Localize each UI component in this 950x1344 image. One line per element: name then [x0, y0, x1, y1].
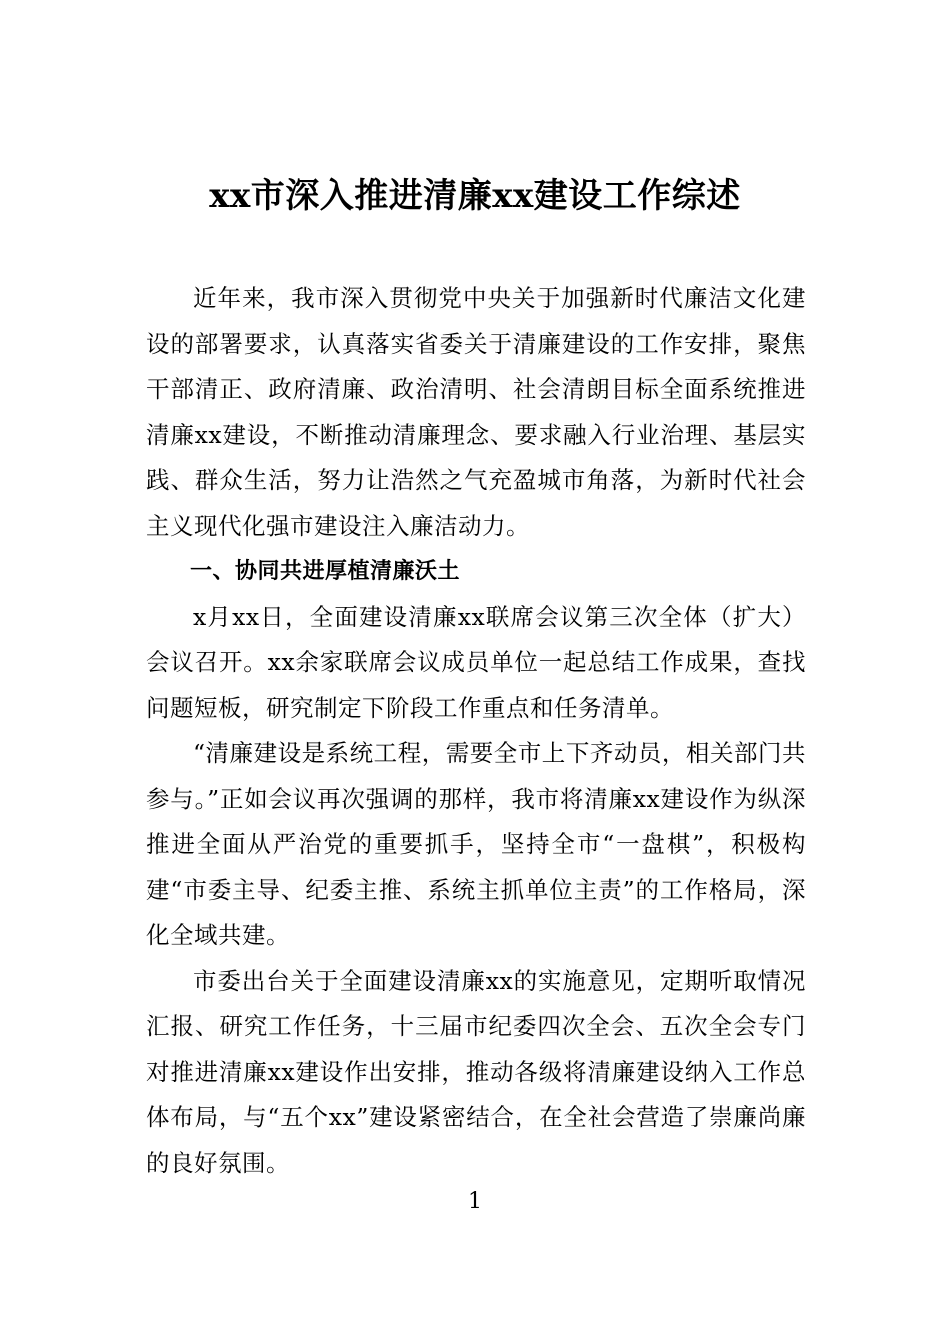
paragraph-committee: 市委出台关于全面建设清廉xx的实施意见，定期听取情况汇报、研究工作任务，十三届市纪委四次全会、五次全会专门对推进清廉xx建设作出安排，推动各级将清廉建设纳入工作总体布局，与“五个xx”建设紧密结合，在全社会营造了崇廉尚廉的良好氛围。	[146, 966, 806, 1177]
paragraph-quote: “清廉建设是系统工程，需要全市上下齐动员，相关部门共参与。”正如会议再次强调的那样，我市将清廉xx建设作为纵深推进全面从严治党的重要抓手，坚持全市“一盘棋”，积极构建“市委主导、纪委主推、系统主抓单位主责”的工作格局，深化全域共建。	[146, 739, 806, 949]
paragraph-meeting: x月xx日，全面建设清廉xx联席会议第三次全体（扩大）会议召开。xx余家联席会议成员单位一起总结工作成果，查找问题短板，研究制定下阶段工作重点和任务清单。	[146, 602, 806, 722]
section-heading: 一、协同共进厚植清廉沃土	[190, 559, 461, 584]
document-title: xx市深入推进清廉xx建设工作综述	[209, 176, 741, 216]
document-body	[146, 276, 806, 1186]
page-number: 1	[468, 1189, 482, 1214]
paragraph-intro: 近年来，我市深入贯彻党中央关于加强新时代廉洁文化建设的部署要求，认真落实省委关于清廉建设的工作安排，聚焦干部清正、政府清廉、政治清明、社会清朗目标全面系统推进清廉xx建设，不断推动清廉理念、要求融入行业治理、基层实践、群众生活，努力让浩然之气充盈城市角落，为新时代社会主义现代化强市建设注入廉洁动力。	[146, 284, 806, 540]
